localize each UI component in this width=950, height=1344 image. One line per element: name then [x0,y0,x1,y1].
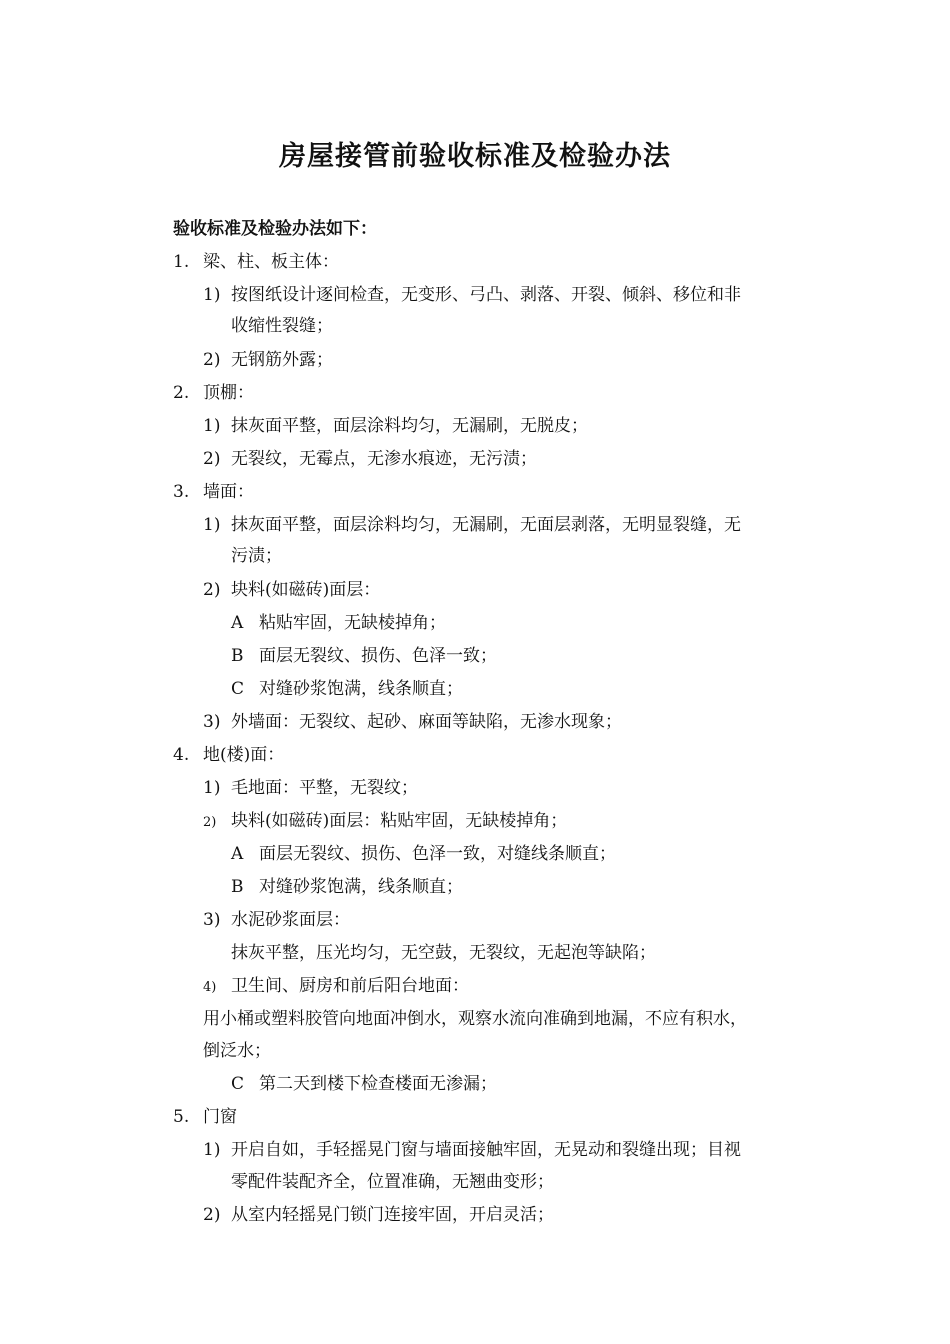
sub-item: C 第二天到楼下检查楼面无渗漏； [231,1074,497,1094]
list-item: 2) 块料(如磁砖)面层： [203,580,381,600]
list-item: 1) 毛地面：平整，无裂纹； [203,778,418,798]
list-item: 2) 从室内轻摇晃门锁门连接牢固，开启灵活； [203,1205,554,1225]
list-item: 1) 开启自如，手轻摇晃门窗与墙面接触牢固，无晃动和裂缝出现；目视 [203,1140,741,1160]
section-heading: 3. 墙面： [173,482,254,502]
list-item: 3) 水泥砂浆面层： [203,910,350,930]
sub-item: C 对缝砂浆饱满，线条顺直； [231,679,463,699]
list-item-continuation: 收缩性裂缝； [231,316,333,336]
paragraph-line: 倒泛水； [203,1041,271,1061]
section-heading: 5. 门窗 [173,1107,237,1127]
sub-item: B 面层无裂纹、损伤、色泽一致； [231,646,497,666]
intro-heading: 验收标准及检验办法如下： [173,219,377,239]
list-item: 1) 按图纸设计逐间检查，无变形、弓凸、剥落、开裂、倾斜、移位和非 [203,285,741,305]
list-item: 2) 无裂纹，无霉点，无渗水痕迹，无污渍； [203,449,537,469]
sub-item: A 粘贴牢固，无缺棱掉角； [231,613,446,633]
paragraph-line: 用小桶或塑料胶管向地面冲倒水，观察水流向准确到地漏，不应有积水， [203,1009,747,1029]
sub-item: B 对缝砂浆饱满，线条顺直； [231,877,463,897]
section-heading: 2. 顶棚： [173,383,254,403]
list-item: 2) 块料(如磁砖)面层：粘贴牢固，无缺棱掉角； [203,811,568,831]
list-item-continuation: 污渍； [231,546,282,566]
list-item-continuation: 零配件装配齐全，位置准确，无翘曲变形； [231,1172,554,1192]
list-item: 4) 卫生间、厨房和前后阳台地面： [203,976,469,996]
list-item: 1) 抹灰面平整，面层涂料均匀，无漏刷，无脱皮； [203,416,588,436]
list-item: 3) 外墙面：无裂纹、起砂、麻面等缺陷，无渗水现象； [203,712,622,732]
document-title: 房屋接管前验收标准及检验办法 [279,141,671,172]
list-item: 1) 抹灰面平整，面层涂料均匀，无漏刷，无面层剥落，无明显裂缝，无 [203,515,741,535]
section-heading: 4. 地(楼)面： [173,745,285,765]
section-heading: 1. 梁、柱、板主体： [173,252,339,272]
list-item-continuation: 抹灰平整，压光均匀，无空鼓，无裂纹，无起泡等缺陷； [231,943,656,963]
list-item: 2) 无钢筋外露； [203,350,333,370]
sub-item: A 面层无裂纹、损伤、色泽一致，对缝线条顺直； [231,844,616,864]
